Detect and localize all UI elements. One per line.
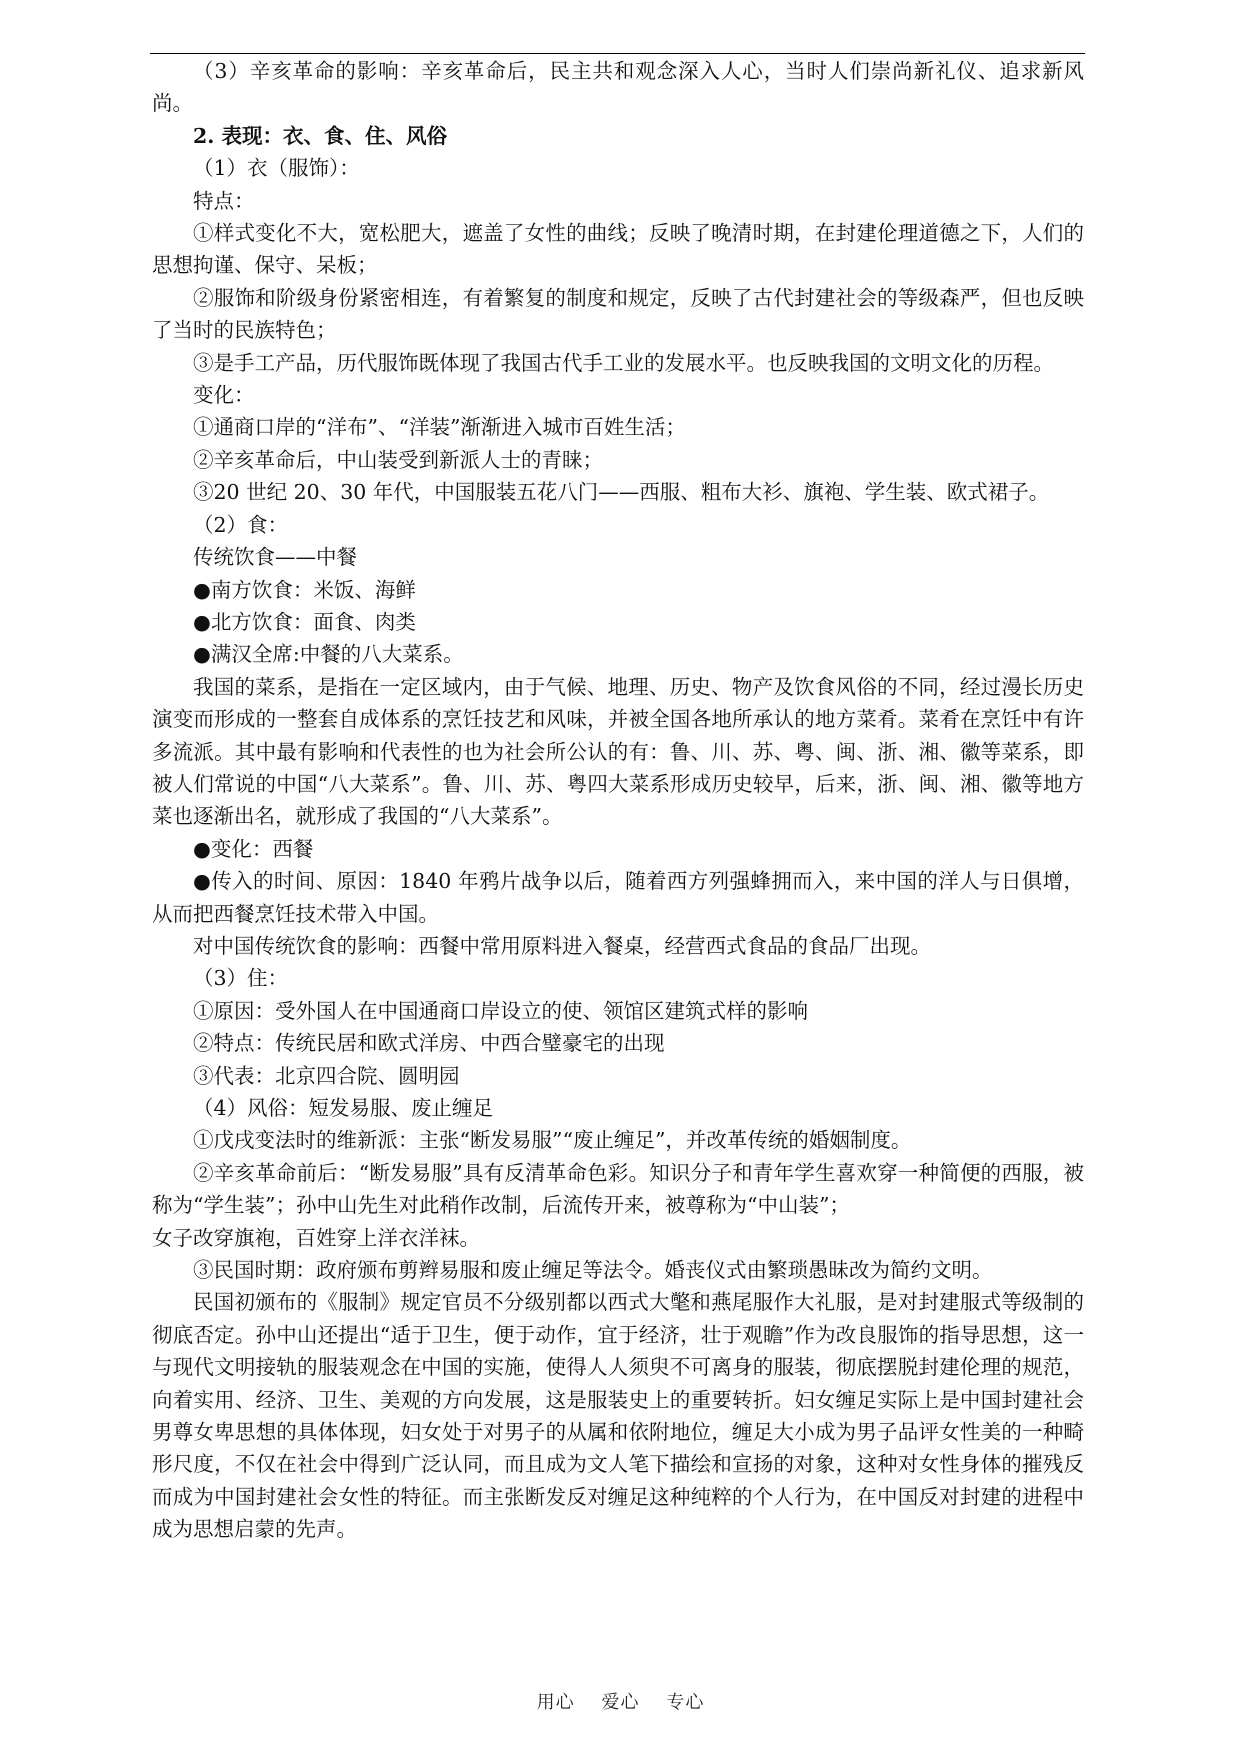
section-heading: 2. 表现：衣、食、住、风俗 [193,123,448,148]
header-rule [150,53,1085,54]
paragraph: （1）衣（服饰）： [193,156,360,181]
paragraph: 我国的菜系，是指在一定区域内，由于气候、地理、历史、物产及饮食风俗的不同，经过漫长历史演变而形成的一整套自成体系的烹饪技艺和风味，并被全国各地所承认的地方菜肴。菜肴在烹饪中有许多流派。其中最有影响和代表性的也为社会所公认的有：鲁、川、苏、粤、闽、浙、湘、徽等菜系，即被人们常说的中国“八大菜系”。鲁、川、苏、粤四大菜系形成历史较早，后来，浙、闽、湘、徽等地方菜也逐渐出名，就形成了我国的“八大菜系”。 [152,674,1084,829]
paragraph: （2）食： [193,512,289,537]
paragraph: ③20 世纪 20、30 年代，中国服装五花八门——西服、粗布大衫、旗袍、学生装、欧式裙子。 [193,480,1050,505]
paragraph: （3）辛亥革命的影响：辛亥革命后，民主共和观念深入人心，当时人们崇尚新礼仪、追求新风尚。 [152,59,1084,116]
paragraph: 特点： [193,188,255,213]
paragraph: ②特点：传统民居和欧式洋房、中西合璧豪宅的出现 [193,1031,665,1056]
paragraph: ●变化：西餐 [193,836,314,861]
paragraph: ③民国时期：政府颁布剪辫易服和废止缠足等法令。婚丧仪式由繁琐愚昧改为简约文明。 [193,1258,993,1283]
paragraph: ●南方饮食：米饭、海鲜 [193,577,416,602]
paragraph: ③是手工产品，历代服饰既体现了我国古代手工业的发展水平。也反映我国的文明文化的历程。 [193,350,1054,375]
paragraph: ①戊戌变法时的维新派：主张“断发易服”“废止缠足”，并改革传统的婚姻制度。 [193,1128,912,1153]
paragraph: ②辛亥革命前后：“断发易服”具有反清革命色彩。知识分子和青年学生喜欢穿一种简便的西服，被称为“学生装”；孙中山先生对此稍作改制，后流传开来，被尊称为“中山装”； [152,1160,1084,1218]
paragraph: ●满汉全席:中餐的八大菜系。 [193,642,464,667]
paragraph: ③代表：北京四合院、圆明园 [193,1063,460,1088]
paragraph: 女子改穿旗袍，百姓穿上洋衣洋袜。 [152,1225,480,1250]
paragraph: ①通商口岸的“洋布”、“洋装”渐渐进入城市百姓生活； [193,415,686,440]
paragraph: 对中国传统饮食的影响：西餐中常用原料进入餐桌，经营西式食品的食品厂出现。 [193,933,931,958]
paragraph: 民国初颁布的《服制》规定官员不分级别都以西式大氅和燕尾服作大礼服，是对封建服式等级制的彻底否定。孙中山还提出“适于卫生，便于动作，宜于经济，壮于观瞻”作为改良服饰的指导思想，这一与现代文明接轨的服装观念在中国的实施，使得人人须臾不可离身的服装，彻底摆脱封建伦理的规范，向着实用、经济、卫生、美观的方向发展，这是服装史上的重要转折。妇女缠足实际上是中国封建社会男尊女卑思想的具体体现，妇女处于对男子的从属和依附地位，缠足大小成为男子品评女性美的一种畸形尺度，不仅在社会中得到广泛认同，而且成为文人笔下描绘和宣扬的对象，这种对女性身体的摧残反而成为中国封建社会女性的特征。而主张断发反对缠足这种纯粹的个人行为，在中国反对封建的进程中成为思想启蒙的先声。 [152,1290,1084,1542]
paragraph: ●北方饮食：面食、肉类 [193,609,416,634]
document-body [152,55,1084,1546]
page-footer: 用心 爱心 专心 [536,1692,705,1713]
paragraph: （3）住： [193,966,289,991]
paragraph: ①样式变化不大，宽松肥大，遮盖了女性的曲线；反映了晚清时期，在封建伦理道德之下，人们的思想拘谨、保守、呆板； [152,221,1084,278]
paragraph: ②服饰和阶级身份紧密相连，有着繁复的制度和规定，反映了古代封建社会的等级森严，但也反映了当时的民族特色； [152,285,1084,343]
paragraph: ①原因：受外国人在中国通商口岸设立的使、领馆区建筑式样的影响 [193,998,808,1023]
paragraph: ●传入的时间、原因：1840 年鸦片战争以后，随着西方列强蜂拥而入，来中国的洋人与日俱增，从而把西餐烹饪技术带入中国。 [152,869,1084,926]
paragraph: 传统饮食——中餐 [193,545,357,570]
paragraph: （4）风俗：短发易服、废止缠足 [193,1096,494,1120]
paragraph: ②辛亥革命后，中山装受到新派人士的青睐； [193,447,603,472]
paragraph: 变化： [193,383,255,408]
